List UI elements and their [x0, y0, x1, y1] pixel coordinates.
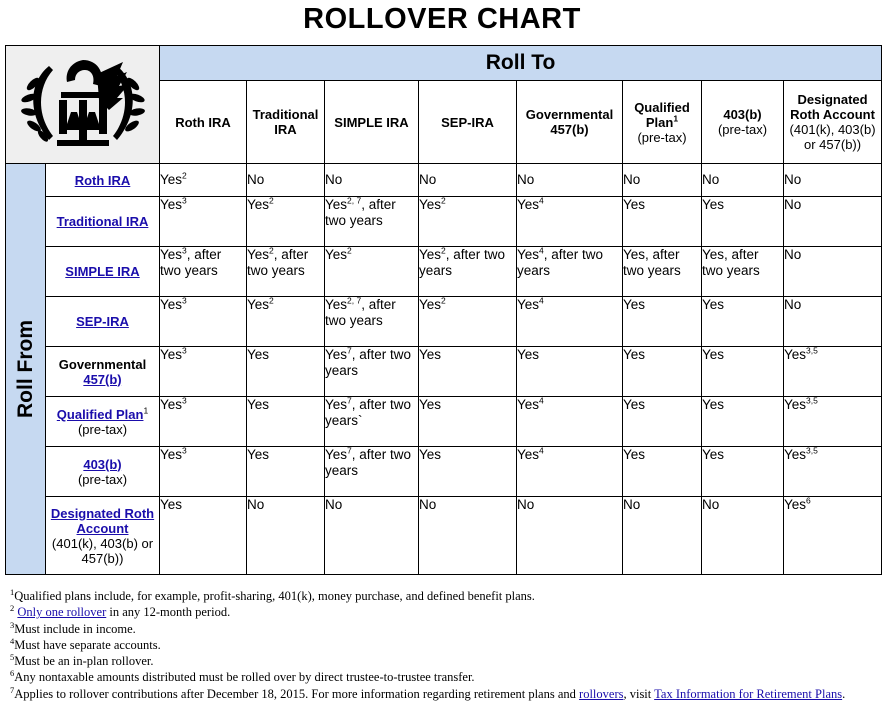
table-cell: No	[517, 497, 623, 575]
table-cell: Yes	[247, 347, 325, 397]
table-cell: Yes$^6$	[784, 497, 882, 575]
table-cell: Yes	[247, 397, 325, 447]
footnote-2: $^2$ Only one rollover in any 12-month period.	[10, 603, 231, 620]
table-cell: Yes, after two years	[623, 247, 702, 297]
row-header-link[interactable]: SIMPLE IRA	[65, 264, 140, 279]
table-cell: Yes$^{3,5}$	[784, 447, 882, 497]
row-header	[46, 164, 160, 197]
roll-from-header	[6, 164, 46, 575]
row-header	[46, 347, 160, 397]
column-header: Qualified Plan$^1$ (pre-tax)	[623, 81, 702, 164]
roll-to-header: Roll To	[160, 46, 882, 81]
table-cell: No	[419, 497, 517, 575]
table-cell: Yes$^4$, after two years	[517, 247, 623, 297]
table-cell: Yes$^7$, after two years	[325, 347, 419, 397]
table-cell: No	[325, 497, 419, 575]
table-cell: Yes	[702, 297, 784, 347]
table-cell: Yes$^2$	[247, 297, 325, 347]
table-cell: No	[784, 247, 882, 297]
column-header: 403(b) (pre-tax)	[702, 81, 784, 164]
table-cell: Yes	[702, 197, 784, 247]
row-header	[46, 197, 160, 247]
table-cell: Yes$^4$	[517, 447, 623, 497]
table-row	[6, 247, 882, 297]
table-cell: Yes	[419, 447, 517, 497]
table-cell: No	[247, 164, 325, 197]
table-cell: Yes	[702, 347, 784, 397]
row-header-prefix: Governmental	[58, 356, 147, 372]
column-subheader: (pre-tax)	[717, 122, 768, 137]
row-header	[46, 247, 160, 297]
only-one-rollover-link[interactable]: Only one rollover	[17, 605, 107, 620]
table-cell: No	[784, 297, 882, 347]
table-cell: Yes	[419, 347, 517, 397]
table-cell: No	[419, 164, 517, 197]
column-header: Governmental 457(b)	[517, 81, 623, 164]
table-cell: Yes	[623, 397, 702, 447]
table-cell: Yes	[517, 347, 623, 397]
table-cell: Yes$^4$	[517, 297, 623, 347]
table-row	[6, 497, 882, 575]
table-row	[6, 297, 882, 347]
table-cell: Yes$^7$, after two years`	[325, 397, 419, 447]
table-cell: Yes$^{3,5}$	[784, 397, 882, 447]
table-cell: Yes	[702, 447, 784, 497]
rollover-table	[5, 45, 882, 575]
table-cell: Yes$^2$, after two years	[419, 247, 517, 297]
table-cell: Yes$^4$	[517, 197, 623, 247]
table-cell: No	[702, 497, 784, 575]
row-header-link[interactable]: Designated Roth Account	[50, 505, 155, 536]
footnote-4: $^4$Must have separate accounts.	[10, 635, 161, 652]
footnote-5: $^5$Must be an in-plan rollover.	[10, 652, 154, 669]
table-cell: Yes	[623, 297, 702, 347]
irs-eagle-logo-icon	[19, 54, 147, 150]
table-cell: Yes$^3$	[160, 347, 247, 397]
table-cell: Yes, after two years	[702, 247, 784, 297]
rollovers-link[interactable]: rollovers	[579, 686, 624, 701]
table-row	[6, 164, 882, 197]
table-cell: Yes$^2$	[247, 197, 325, 247]
row-header-link[interactable]: SEP-IRA	[76, 314, 129, 329]
table-cell: Yes$^4$	[517, 397, 623, 447]
column-header: Traditional IRA	[247, 81, 325, 164]
table-cell: No	[702, 164, 784, 197]
footnote-1: $^1$Qualified plans include, for example, profit-sharing, 401(k), money purchase, and defined benefit plans.	[10, 586, 535, 603]
tax-info-retirement-plans-link[interactable]: Tax Information for Retirement Plans	[654, 686, 843, 701]
row-header: Qualified Plan$^1$ (pre-tax)	[46, 397, 160, 447]
page-title: ROLLOVER CHART	[303, 3, 581, 35]
row-header-link[interactable]: Qualified Plan	[56, 406, 144, 422]
column-header: Designated Roth Account (401(k), 403(b) or 457(b))	[784, 81, 882, 164]
row-header-link[interactable]: Traditional IRA	[56, 214, 149, 229]
row-header-sub: (pre-tax)	[77, 421, 128, 437]
table-row	[6, 347, 882, 397]
row-header-sub: (401(k), 403(b) or 457(b))	[51, 535, 154, 566]
table-cell: Yes$^2$	[325, 247, 419, 297]
table-cell: Yes$^2$	[419, 197, 517, 247]
table-cell: Yes	[623, 197, 702, 247]
table-cell: Yes$^{2, 7}$, after two years	[325, 297, 419, 347]
column-header: SIMPLE IRA	[325, 81, 419, 164]
table-cell: Yes$^{3,5}$	[784, 347, 882, 397]
table-cell: No	[325, 164, 419, 197]
table-cell: Yes$^7$, after two years	[325, 447, 419, 497]
table-cell: Yes$^3$	[160, 447, 247, 497]
row-header	[46, 297, 160, 347]
table-cell: No	[247, 497, 325, 575]
row-header-link[interactable]: 457(b)	[83, 371, 122, 387]
table-cell: Yes$^3$	[160, 397, 247, 447]
logo-cell	[6, 46, 160, 164]
table-cell: No	[784, 197, 882, 247]
column-header: SEP-IRA	[419, 81, 517, 164]
table-cell: Yes$^2$	[419, 297, 517, 347]
table-cell: Yes$^3$, after two years	[160, 247, 247, 297]
footnote-7: $^7$Applies to rollover contributions after December 18, 2015. For more information regarding retirement plans and rollovers, visit Tax Information for Retirement Plans.	[10, 684, 846, 701]
row-header-link[interactable]: Roth IRA	[74, 172, 131, 188]
table-cell: No	[623, 497, 702, 575]
footnote-6: $^6$Any nontaxable amounts distributed must be rolled over by direct trustee-to-trustee transfer.	[10, 668, 475, 685]
row-header	[46, 447, 160, 497]
table-cell: Yes	[160, 497, 247, 575]
table-cell: Yes$^3$	[160, 197, 247, 247]
table-cell: Yes	[623, 347, 702, 397]
column-subheader: (401(k), 403(b) or 457(b))	[789, 122, 876, 152]
row-header-link[interactable]: 403(b)	[83, 456, 122, 472]
column-subheader: (pre-tax)	[637, 129, 687, 145]
table-cell: Yes$^2$	[160, 164, 247, 197]
roll-from-label: Roll From	[13, 320, 37, 418]
column-header: Roth IRA	[160, 81, 247, 164]
table-cell: Yes	[419, 397, 517, 447]
table-cell: No	[784, 164, 882, 197]
table-row	[6, 197, 882, 247]
table-row	[6, 447, 882, 497]
table-cell: No	[517, 164, 623, 197]
table-cell: Yes$^3$	[160, 297, 247, 347]
table-cell: No	[623, 164, 702, 197]
row-header-sub: (pre-tax)	[77, 471, 128, 487]
footnote-3: $^3$Must include in income.	[10, 619, 136, 636]
table-cell: Yes$^{2, 7}$, after two years	[325, 197, 419, 247]
row-header	[46, 497, 160, 575]
table-cell: Yes	[247, 447, 325, 497]
table-cell: Yes$^2$, after two years	[247, 247, 325, 297]
table-cell: Yes	[702, 397, 784, 447]
table-row	[6, 397, 882, 447]
footnotes	[10, 588, 876, 702]
table-cell: Yes	[623, 447, 702, 497]
